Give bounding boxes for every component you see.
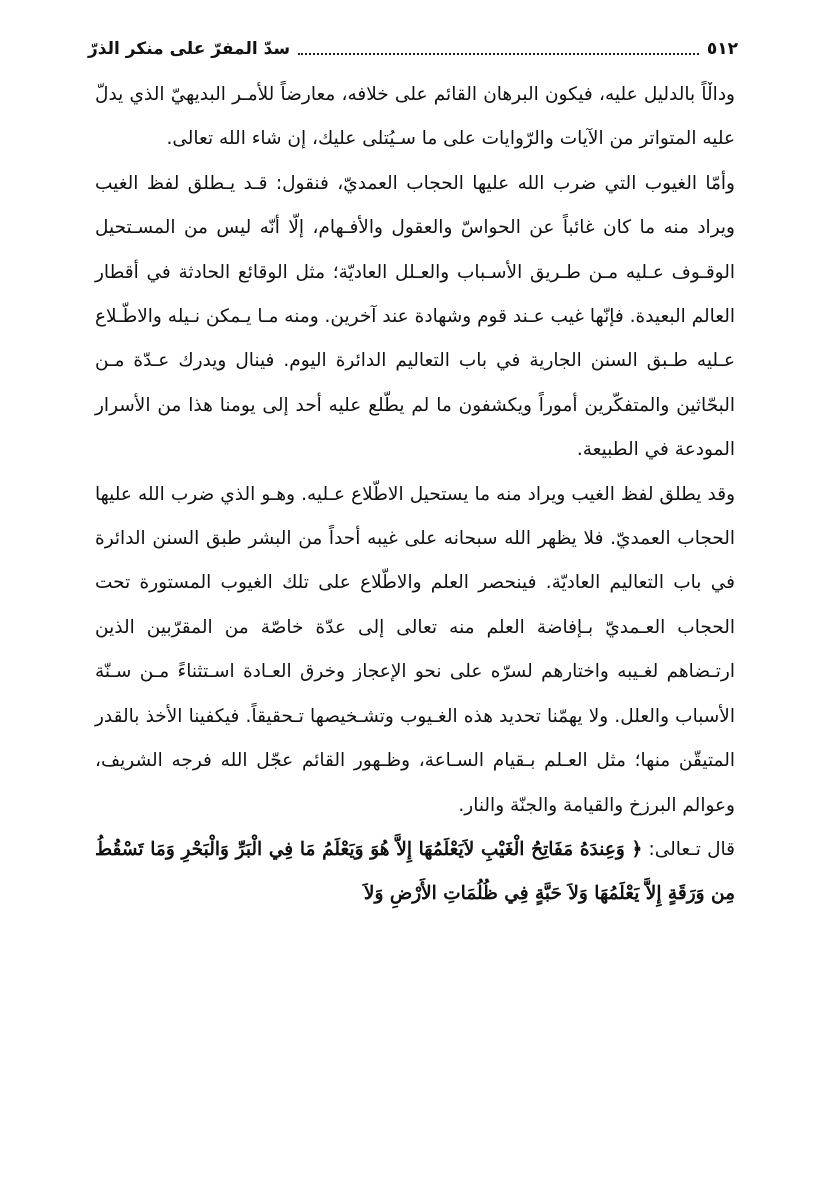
quran-verse: ﴿ وَعِندَهُ مَفَاتِحُ الْغَيْبِ لاَيَعْلَمُهَا إِلاَّ هُوَ وَيَعْلَمُ مَا فِي الْبَرِّ وَالْبَحْرِ وَمَا تَسْقُطُ مِن وَرَقَةٍ إِلاَّ يَعْلَمُهَا وَلاَ حَبَّةٍ فِي ظُلُمَاتِ الأَرْضِ وَلاَ: [95, 838, 735, 905]
verse-paragraph: [95, 828, 735, 917]
verse-intro: قال تـعالى:: [648, 838, 735, 860]
paragraph: وقد يطلق لفظ الغيب ويراد منه ما يستحيل الاطّلاع عـليه. وهـو الذي ضرب الله عليها الحجاب العمديّ. فلا يظهر الله سبحانه على غيبه أحداً من البشر طبق السنن الدائرة في باب التعاليم العاديّة. فينحصر العلم والاطّلاع على تلك الغيوب المستورة تحت الحجاب العـمديّ بـإفاضة العلم منه تعالى إلى عدّة خاصّة من المقرّبين الذين ارتـضاهم لغـيبه واختارهم لسرّه على نحو الإعجاز وخرق العـادة اسـتثناءً مـن سـنّة الأسباب والعلل. ولا يهمّنا تحديد هذه الغـيوب وتشـخيصها تـحقيقاً. فيكفينا الأخذ بالقدر المتيقّن منها؛ مثل العـلم بـقيام السـاعة، وظـهور القائم عجّل الله فرجه الشريف، وعوالم البرزخ والقيامة والجنّة والنار.: [95, 483, 735, 816]
paragraph: وداڵاً بالدليل عليه، فيكون البرهان القائم على خلافه، معارضاً للأمـر البديهيّ الذي يدلّ عليه المتواتر من الآيات والرّوايات على ما سـيُتلى عليك، إن شاء الله تعالى.: [95, 84, 735, 150]
page-header: [88, 30, 738, 60]
running-title: سدّ المفرّ على منكر الذرّ: [88, 39, 291, 59]
dotted-leader: [298, 53, 699, 55]
page-number: ٥١٢: [706, 39, 738, 59]
paragraph: وأمّا الغيوب التي ضرب الله عليها الحجاب العمديّ، فنقول: قـد يـطلق لفظ الغيب ويراد منه ما كان غائباً عن الحواسّ والعقول والأفـهام، إلّا أنّه ليس من المسـتحيل الوقـوف عـليه مـن طـريق الأسـباب والعـلل العاديّة؛ مثل الوقائع الحادثة في أقطار العالم البعيدة. فإنّها غيب عـند قوم وشهادة عند آخرين. ومنه مـا يـمكن نـيله والاطّـلاع عـليه طـبق السنن الجارية في باب التعاليم الدائرة اليوم. فينال ويدرك عـدّة مـن البحّاثين والمتفكّرين أموراً ويكشفون ما لم يطّلع عليه أحد إلى يومنا هذا من الأسرار المودعة في الطبيعة.: [95, 172, 735, 461]
body-text: [95, 73, 735, 917]
